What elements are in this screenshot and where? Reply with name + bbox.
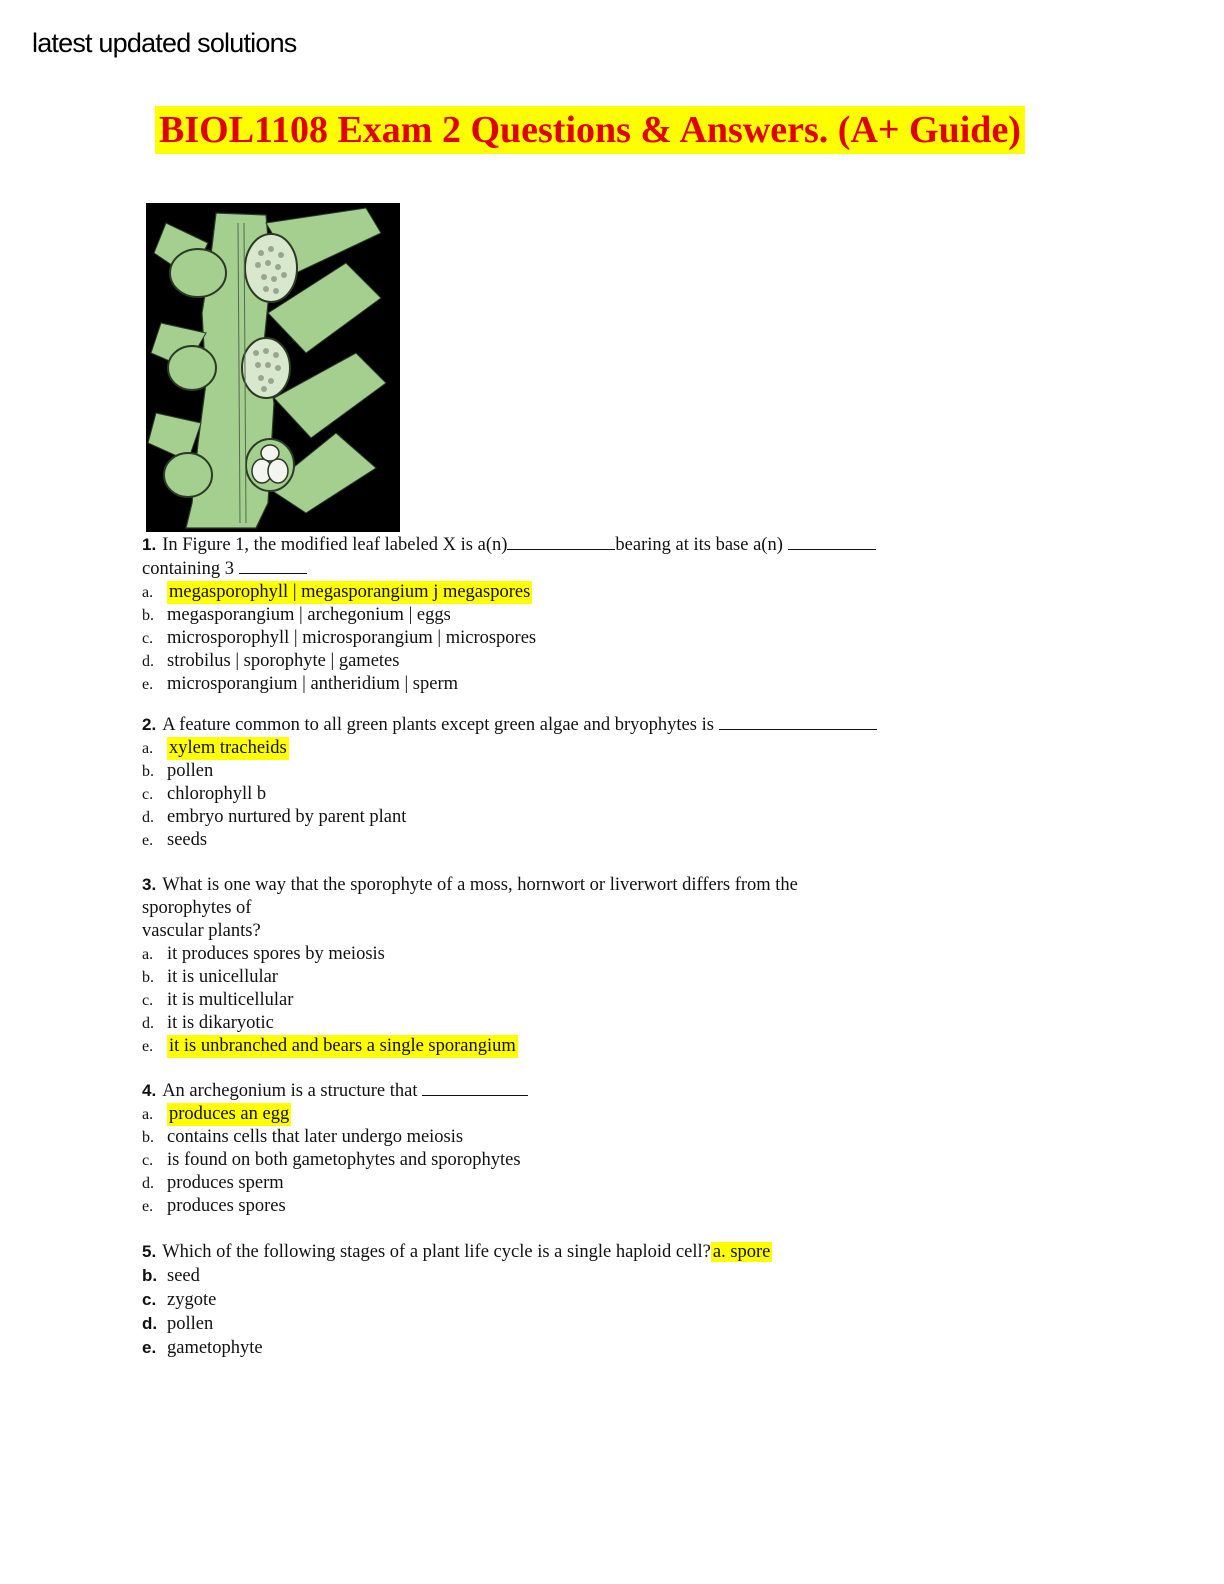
option-letter: c. xyxy=(142,630,154,647)
option-text: zygote xyxy=(167,1290,217,1310)
question-1-stem xyxy=(142,533,1042,557)
option-letter: e. xyxy=(142,1198,154,1215)
option-letter: d. xyxy=(142,1015,154,1032)
page-header: latest updated solutions xyxy=(32,28,297,58)
option-letter: d. xyxy=(142,1175,154,1192)
question-number: 3. xyxy=(142,875,157,894)
option-letter: c. xyxy=(142,992,154,1009)
question-text: Which of the following stages of a plant life cycle is a single haploid cell? xyxy=(162,1242,711,1262)
option-text: microsporangium | antheridium | sperm xyxy=(167,674,459,694)
option-c xyxy=(142,783,1042,806)
option-e xyxy=(142,1195,1042,1218)
option-d xyxy=(142,806,1042,829)
option-a xyxy=(142,581,1042,604)
answer-blank xyxy=(239,557,307,574)
option-letter: b. xyxy=(142,1266,158,1285)
option-e xyxy=(142,1336,1042,1360)
option-text: produces sperm xyxy=(167,1173,284,1193)
option-c xyxy=(142,989,1042,1012)
option-e xyxy=(142,829,1042,852)
option-d xyxy=(142,1312,1042,1336)
option-a xyxy=(142,737,1042,760)
option-letter: a. xyxy=(142,1106,154,1123)
option-a xyxy=(142,1103,1042,1126)
option-text: it is multicellular xyxy=(167,990,294,1010)
question-text: What is one way that the sporophyte of a moss, hornwort or liverwort differs from the xyxy=(162,875,798,895)
option-letter: e. xyxy=(142,832,154,849)
option-e xyxy=(142,673,1042,696)
option-c xyxy=(142,1288,1042,1312)
option-letter: e. xyxy=(142,1038,154,1055)
question-2-stem xyxy=(142,713,1042,737)
option-text: gametophyte xyxy=(167,1338,263,1358)
answer-blank xyxy=(719,713,877,730)
option-b xyxy=(142,1126,1042,1149)
option-b xyxy=(142,760,1042,783)
option-a xyxy=(142,943,1042,966)
option-letter: d. xyxy=(142,809,154,826)
answer-blank xyxy=(788,533,876,550)
question-3-stem-line2: sporophytes of xyxy=(142,898,252,918)
question-number: 1. xyxy=(142,535,157,554)
correct-answer: produces an egg xyxy=(169,1104,290,1124)
question-5-stem xyxy=(142,1240,1042,1264)
option-letter: a. xyxy=(142,946,154,963)
option-letter: c. xyxy=(142,1290,157,1309)
answer-blank xyxy=(507,533,615,550)
correct-answer: xylem tracheids xyxy=(169,738,287,758)
option-letter: a. xyxy=(142,584,154,601)
option-letter: c. xyxy=(142,1152,154,1169)
option-letter: b. xyxy=(142,763,154,780)
question-3-stem xyxy=(142,873,1042,897)
option-letter: d. xyxy=(142,1314,158,1333)
figure-1-strobilus-illustration xyxy=(146,203,400,532)
option-b xyxy=(142,604,1042,627)
option-d xyxy=(142,650,1042,673)
correct-answer: it is unbranched and bears a single sporangium xyxy=(169,1036,516,1056)
question-number: 5. xyxy=(142,1242,157,1261)
question-number: 2. xyxy=(142,715,157,734)
option-c xyxy=(142,627,1042,650)
option-letter: b. xyxy=(142,969,154,986)
correct-answer: a. spore xyxy=(712,1242,771,1262)
question-1-stem-continued xyxy=(142,557,1042,581)
option-letter: b. xyxy=(142,1129,154,1146)
answer-blank xyxy=(422,1079,528,1096)
page-title: BIOL1108 Exam 2 Questions & Answers. (A+ Guide) xyxy=(155,106,1025,154)
option-text: chlorophyll b xyxy=(167,784,267,804)
option-text: seed xyxy=(167,1266,200,1286)
question-3 xyxy=(142,873,1042,1058)
question-4 xyxy=(142,1079,1042,1218)
option-text: pollen xyxy=(167,761,214,781)
question-4-stem xyxy=(142,1079,1042,1103)
option-text: pollen xyxy=(167,1314,214,1334)
option-text: strobilus | sporophyte | gametes xyxy=(167,651,400,671)
question-5 xyxy=(142,1240,1042,1360)
option-text: megasporangium | archegonium | eggs xyxy=(167,605,451,625)
option-text: it is unicellular xyxy=(167,967,278,987)
correct-answer: megasporophyll | megasporangium j megaspores xyxy=(169,582,531,602)
option-letter: b. xyxy=(142,607,154,624)
option-text: produces spores xyxy=(167,1196,286,1216)
question-text: containing 3 xyxy=(142,559,239,579)
question-2 xyxy=(142,713,1042,852)
option-letter: e. xyxy=(142,1338,157,1357)
option-b xyxy=(142,966,1042,989)
option-c xyxy=(142,1149,1042,1172)
question-text: In Figure 1, the modified leaf labeled X is a(n) xyxy=(162,535,508,555)
option-text: seeds xyxy=(167,830,208,850)
question-text: A feature common to all green plants except green algae and bryophytes is xyxy=(162,715,719,735)
option-text: microsporophyll | microsporangium | microspores xyxy=(167,628,537,648)
option-text: embryo nurtured by parent plant xyxy=(167,807,407,827)
strobilus-drawing xyxy=(146,203,400,532)
option-letter: d. xyxy=(142,653,154,670)
option-d xyxy=(142,1012,1042,1035)
question-3-stem-line3: vascular plants? xyxy=(142,921,261,941)
question-number: 4. xyxy=(142,1081,157,1100)
option-letter: e. xyxy=(142,676,154,693)
option-text: is found on both gametophytes and sporophytes xyxy=(167,1150,521,1170)
option-e xyxy=(142,1035,1042,1058)
option-letter: c. xyxy=(142,786,154,803)
option-text: it is dikaryotic xyxy=(167,1013,274,1033)
question-1 xyxy=(142,533,1042,696)
question-text: bearing at its base a(n) xyxy=(615,535,788,555)
option-text: contains cells that later undergo meiosis xyxy=(167,1127,464,1147)
option-letter: a. xyxy=(142,740,154,757)
option-d xyxy=(142,1172,1042,1195)
question-text: An archegonium is a structure that xyxy=(162,1081,423,1101)
option-b xyxy=(142,1264,1042,1288)
option-text: it produces spores by meiosis xyxy=(167,944,385,964)
